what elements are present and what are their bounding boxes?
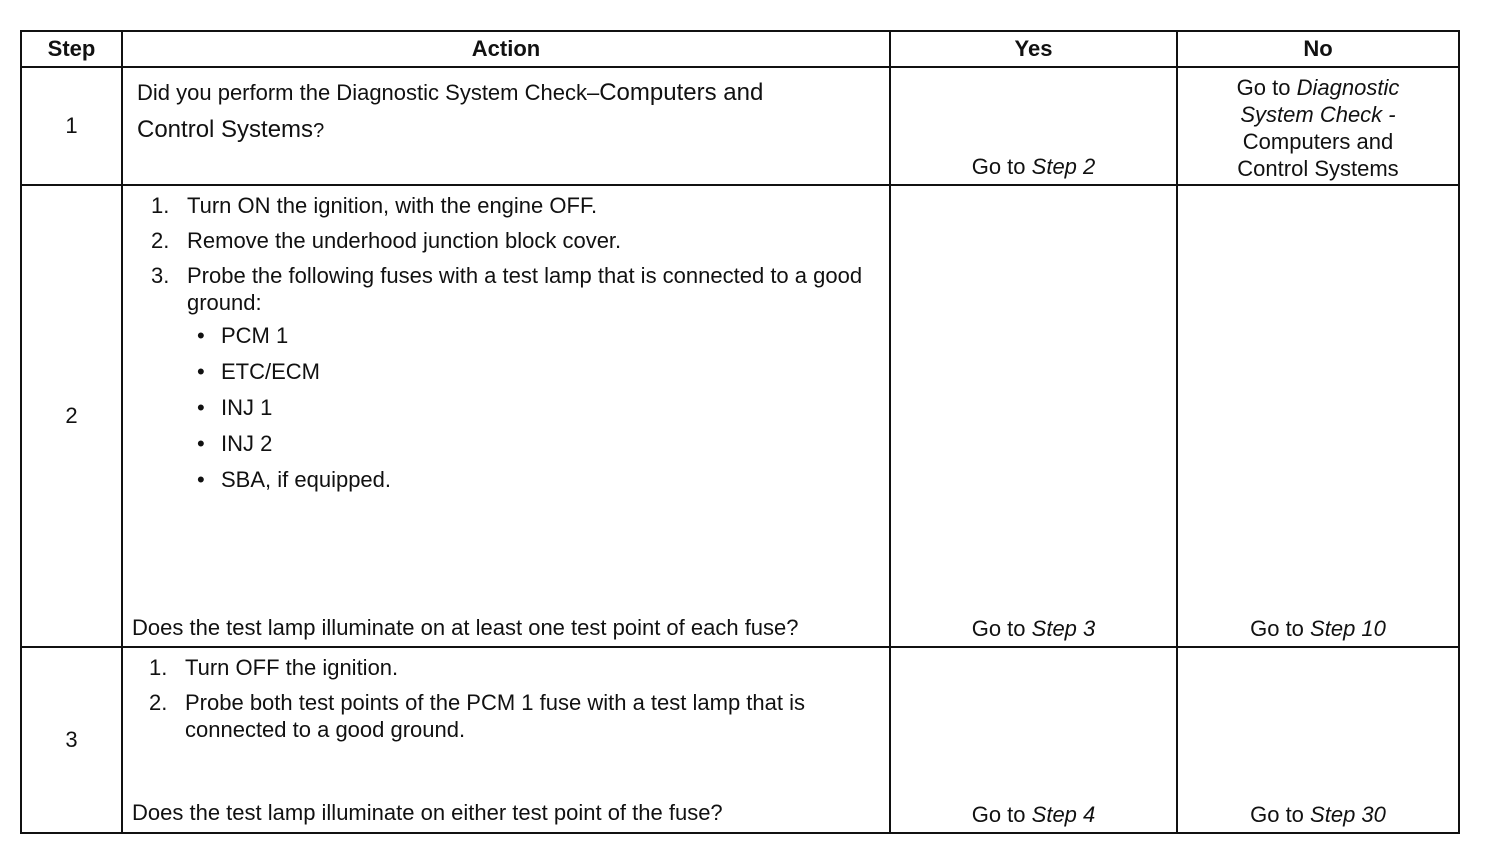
no-cell xyxy=(1177,67,1459,185)
list-item-text: Turn OFF the ignition. xyxy=(185,655,399,680)
list-item-number: 1. xyxy=(149,655,168,680)
bullet-icon: • xyxy=(197,431,205,456)
list-item-number: 2. xyxy=(151,228,170,253)
header-row xyxy=(21,31,1459,67)
goto-link[interactable]: System Check - xyxy=(1240,102,1396,127)
list-item xyxy=(149,689,875,743)
action-cell xyxy=(122,185,890,647)
bullet-icon: • xyxy=(197,395,205,420)
fuse-list-item xyxy=(197,394,875,421)
yes-cell xyxy=(890,185,1177,647)
question-text: Computers and xyxy=(599,79,764,106)
list-item-text: Turn ON the ignition, with the engine OFF. xyxy=(187,193,598,218)
list-item xyxy=(149,654,875,681)
yes-cell xyxy=(890,67,1177,185)
bullet-icon: • xyxy=(197,323,205,348)
table-row-step-2 xyxy=(21,185,1459,647)
diagnostic-table-sheet xyxy=(20,30,1458,834)
yes-cell xyxy=(890,647,1177,833)
goto-step-link[interactable]: Step 3 xyxy=(1031,616,1096,641)
fuse-name: INJ 2 xyxy=(221,431,273,456)
yes-goto[interactable] xyxy=(891,801,1176,828)
fuse-list-item xyxy=(197,430,875,457)
bullet-icon: • xyxy=(197,467,205,492)
fuse-list-item xyxy=(197,466,875,493)
list-item-text: Remove the underhood junction block cover. xyxy=(187,228,622,253)
question-text: ? xyxy=(313,120,325,142)
action-steps-list xyxy=(151,192,875,510)
no-goto[interactable] xyxy=(1178,615,1458,642)
goto-link[interactable]: Diagnostic xyxy=(1296,75,1400,100)
goto-text: Computers and xyxy=(1242,129,1394,154)
fuse-list xyxy=(197,322,875,493)
list-item xyxy=(151,227,875,254)
action-steps-list xyxy=(149,654,875,751)
bullet-icon: • xyxy=(197,359,205,384)
action-question xyxy=(137,74,877,150)
action-cell xyxy=(122,647,890,833)
action-cell xyxy=(122,67,890,185)
header-yes: Yes xyxy=(890,31,1177,67)
step-number: 2 xyxy=(21,185,122,647)
step-number: 3 xyxy=(21,647,122,833)
goto-step-link[interactable]: Step 4 xyxy=(1031,802,1096,827)
fuse-name: ETC/ECM xyxy=(221,359,320,384)
goto-prefix: Go to xyxy=(1250,616,1304,641)
list-item-text: Probe both test points of the PCM 1 fuse with a test lamp that is connected to a good ground. xyxy=(185,690,805,742)
fuse-list-item xyxy=(197,322,875,349)
yes-goto[interactable] xyxy=(891,615,1176,642)
goto-prefix: Go to xyxy=(971,802,1026,827)
no-goto[interactable] xyxy=(1178,74,1458,182)
fuse-name: INJ 1 xyxy=(221,395,273,420)
list-item-number: 2. xyxy=(149,690,168,715)
goto-prefix: Go to xyxy=(971,616,1026,641)
list-item xyxy=(151,192,875,219)
no-goto[interactable] xyxy=(1178,801,1458,828)
header-step: Step xyxy=(21,31,122,67)
goto-prefix: Go to xyxy=(1236,75,1291,100)
question-text: Control Systems xyxy=(137,116,314,143)
goto-step-link[interactable]: Step 30 xyxy=(1310,802,1386,827)
goto-text: Control Systems xyxy=(1237,156,1399,181)
fuse-list-item xyxy=(197,358,875,385)
fuse-name: SBA, if equipped. xyxy=(221,467,392,492)
list-item-number: 3. xyxy=(151,263,170,288)
list-item xyxy=(151,262,875,502)
list-item-number: 1. xyxy=(151,193,170,218)
no-cell xyxy=(1177,647,1459,833)
action-question: Does the test lamp illuminate on at least one test point of each fuse? xyxy=(132,615,799,640)
step-number: 1 xyxy=(21,67,122,185)
table-row-step-1 xyxy=(21,67,1459,185)
list-item-text: Probe the following fuses with a test lamp that is connected to a good ground: xyxy=(187,263,863,315)
goto-step-link[interactable]: Step 2 xyxy=(1031,154,1096,179)
action-question: Does the test lamp illuminate on either test point of the fuse? xyxy=(132,800,723,825)
header-action: Action xyxy=(122,31,890,67)
yes-goto[interactable] xyxy=(891,153,1176,180)
goto-step-link[interactable]: Step 10 xyxy=(1310,616,1386,641)
header-no: No xyxy=(1177,31,1459,67)
table-row-step-3 xyxy=(21,647,1459,833)
list-item-body xyxy=(187,262,875,502)
fuse-name: PCM 1 xyxy=(221,323,289,348)
goto-prefix: Go to xyxy=(971,154,1026,179)
question-text: Did you perform the Diagnostic System Check– xyxy=(137,80,600,105)
no-cell xyxy=(1177,185,1459,647)
diagnostic-table xyxy=(20,30,1460,834)
goto-prefix: Go to xyxy=(1250,802,1304,827)
